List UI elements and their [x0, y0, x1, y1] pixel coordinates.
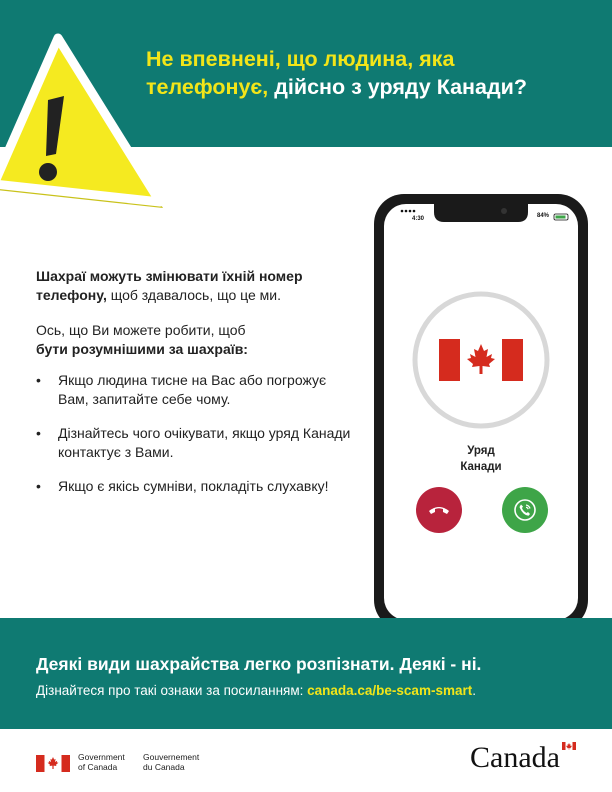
decline-call-icon: [427, 498, 451, 522]
lead-line-1: Ось, що Ви можете робити, щоб: [36, 322, 246, 338]
gov-en: [78, 752, 138, 772]
body-content: [36, 267, 356, 511]
title-line-2: [146, 73, 606, 101]
gov-en-line-1: Government: [78, 752, 125, 762]
gov-fr: [143, 752, 213, 772]
title-line-1: Не впевнені, що людина, яка: [146, 47, 455, 71]
caller-line-1: Уряд: [467, 445, 495, 457]
gov-en-line-2: of Canada: [78, 762, 118, 772]
title-rest: дійсно з уряду Канади?: [268, 75, 527, 99]
decline-call-button[interactable]: [416, 487, 462, 533]
canada-flag-icon: [36, 755, 70, 772]
phone-body: [374, 194, 588, 630]
intro-bold: Шахраї можуть змінювати їхній номер телефону,: [36, 268, 303, 303]
list-item: • Якщо людина тисне на Вас або погрожує Вам, запитайте себе чому.: [36, 371, 356, 409]
phone-illustration: [374, 194, 588, 630]
learn-text: Дізнайтеся про такі ознаки за посиланням:: [36, 683, 308, 698]
list-item: • Якщо є якісь сумніви, покладіть слухавку!: [36, 477, 356, 496]
caller-line-2: Канади: [460, 461, 502, 473]
canada-wordmark: Canada: [470, 741, 560, 774]
title-highlight: телефонує,: [146, 75, 269, 99]
lead-paragraph: [36, 321, 356, 359]
maple-leaf-flag-icon: [439, 339, 523, 381]
tagline: Деякі види шахрайства легко розпізнати. Деякі - ні.: [36, 654, 482, 674]
accept-call-button[interactable]: [502, 487, 548, 533]
caller-name: [434, 443, 528, 475]
intro-paragraph: [36, 267, 356, 305]
intro-rest: щоб здавалось, що це ми.: [106, 287, 282, 303]
status-time: 4:30: [412, 216, 425, 222]
status-battery: 84%: [537, 213, 550, 219]
accept-call-icon: [513, 498, 537, 522]
wordmark-flag-icon: [562, 742, 576, 750]
lead-line-2: бути розумнішими за шахраїв:: [36, 341, 248, 357]
tips-list: [36, 371, 356, 496]
learn-link[interactable]: canada.ca/be-scam-smart: [307, 683, 473, 698]
government-signature: [36, 752, 216, 776]
learn-more: [36, 682, 596, 700]
page-title: [146, 45, 606, 101]
gov-fr-line-1: Gouvernement: [143, 752, 200, 762]
list-item: • Дізнайтесь чого очікувати, якщо уряд Канади контактує з Вами.: [36, 424, 356, 462]
gov-fr-line-2: du Canada: [143, 762, 185, 772]
learn-end: .: [472, 683, 476, 698]
